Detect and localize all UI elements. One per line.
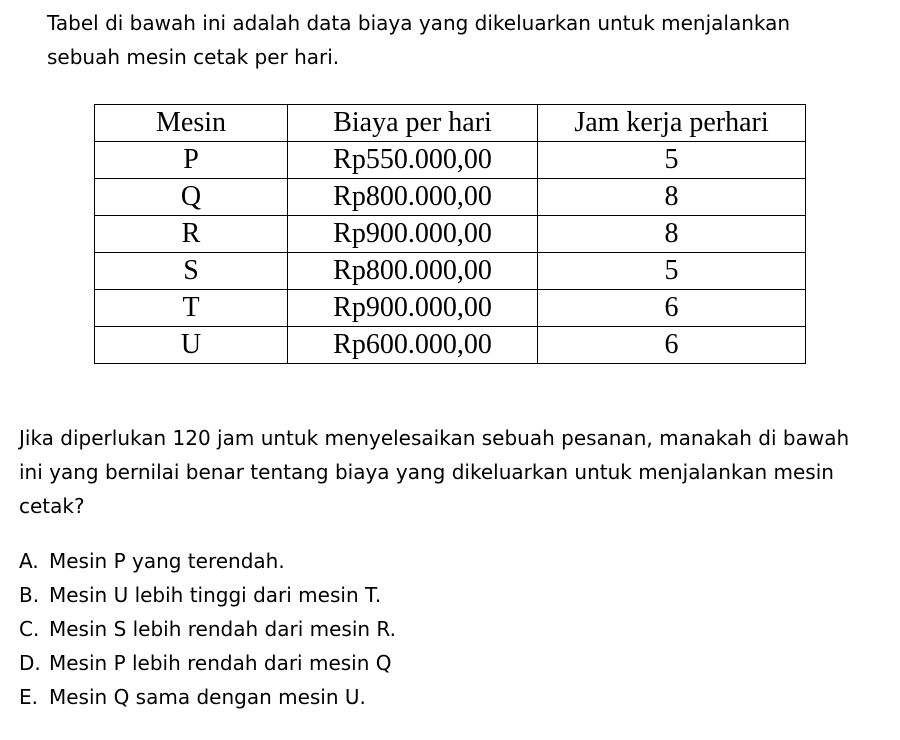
answer-options (19, 544, 396, 714)
option-text: Mesin S lebih rendah dari mesin R. (49, 617, 396, 641)
cell-jam: 6 (538, 327, 806, 364)
cell-biaya: Rp900.000,00 (288, 216, 538, 253)
option-letter: B. (19, 583, 40, 607)
table-header-row (95, 105, 806, 142)
table-row (95, 290, 806, 327)
cell-mesin: Q (95, 179, 288, 216)
option-e[interactable] (19, 680, 396, 714)
cell-biaya: Rp600.000,00 (288, 327, 538, 364)
option-text: Mesin U lebih tinggi dari mesin T. (49, 583, 382, 607)
cell-jam: 5 (538, 253, 806, 290)
cell-mesin: S (95, 253, 288, 290)
header-mesin: Mesin (95, 105, 288, 142)
cell-mesin: U (95, 327, 288, 364)
header-biaya-per-hari: Biaya per hari (288, 105, 538, 142)
option-a[interactable] (19, 544, 396, 578)
option-d[interactable] (19, 646, 396, 680)
cell-mesin: P (95, 142, 288, 179)
cell-biaya: Rp550.000,00 (288, 142, 538, 179)
option-letter: A. (19, 549, 39, 573)
option-letter: D. (19, 651, 41, 675)
cell-biaya: Rp900.000,00 (288, 290, 538, 327)
option-text: Mesin P yang terendah. (49, 549, 285, 573)
option-letter: C. (19, 617, 40, 641)
cell-jam: 8 (538, 216, 806, 253)
cell-biaya: Rp800.000,00 (288, 253, 538, 290)
cell-mesin: T (95, 290, 288, 327)
cell-jam: 5 (538, 142, 806, 179)
option-b[interactable] (19, 578, 396, 612)
table-row (95, 327, 806, 364)
intro-text: Tabel di bawah ini adalah data biaya yang dikeluarkan untuk menjalankan sebuah mesin cetak per hari. (47, 11, 791, 69)
option-c[interactable] (19, 612, 396, 646)
machine-cost-table (94, 104, 806, 364)
table-row (95, 142, 806, 179)
option-text: Mesin P lebih rendah dari mesin Q (49, 651, 392, 675)
table-row (95, 253, 806, 290)
question-text: Jika diperlukan 120 jam untuk menyelesaikan sebuah pesanan, manakah di bawah ini yang bernilai benar tentang biaya yang dikeluarkan untuk menjalankan mesin cetak? (19, 426, 850, 518)
option-text: Mesin Q sama dengan mesin U. (49, 685, 366, 709)
header-jam-kerja: Jam kerja perhari (538, 105, 806, 142)
cell-biaya: Rp800.000,00 (288, 179, 538, 216)
table-row (95, 216, 806, 253)
table-row (95, 179, 806, 216)
cell-mesin: R (95, 216, 288, 253)
cell-jam: 6 (538, 290, 806, 327)
cell-jam: 8 (538, 179, 806, 216)
option-letter: E. (19, 685, 38, 709)
